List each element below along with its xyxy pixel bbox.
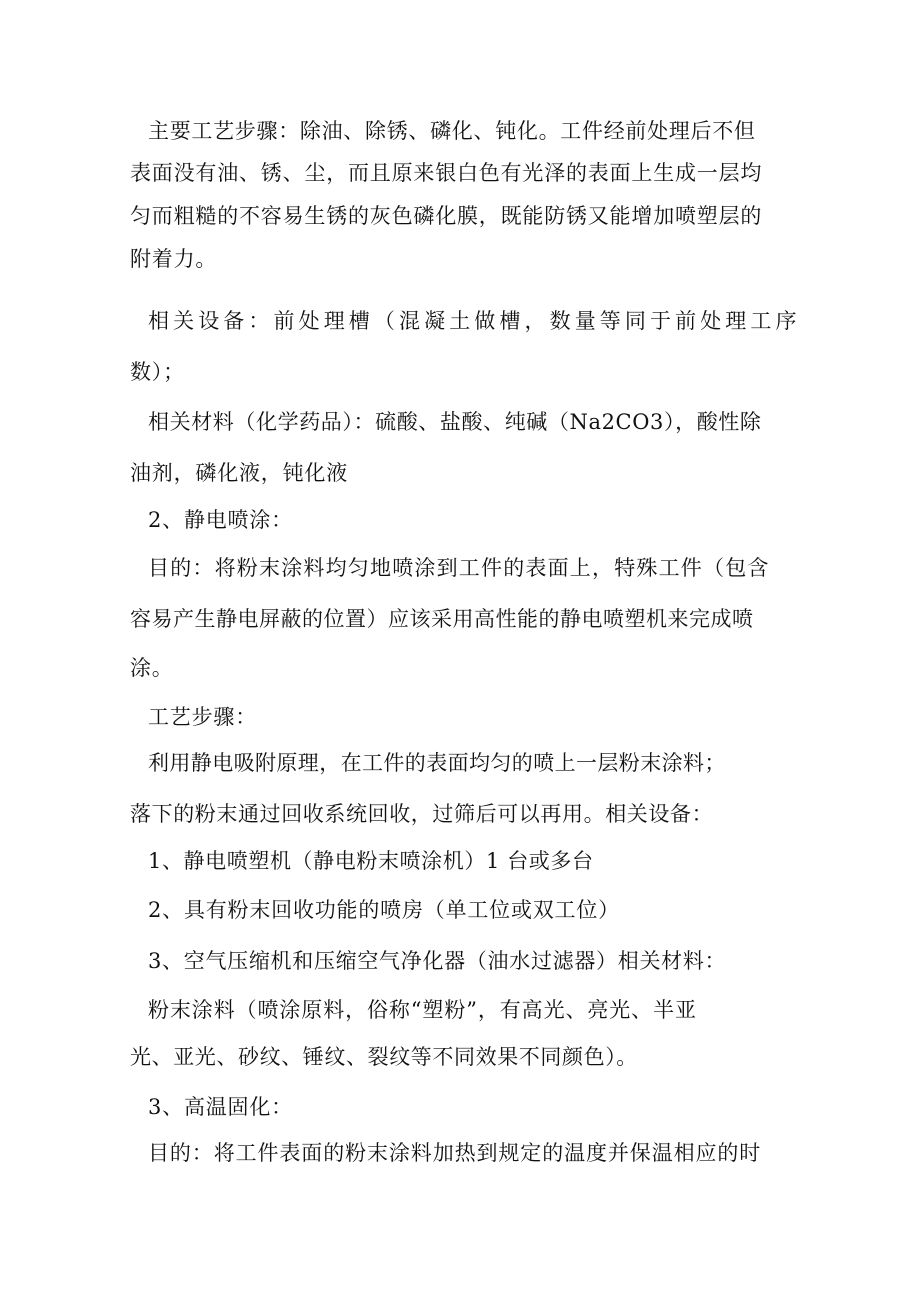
paragraph-process-steps-cont: 附着力。 (130, 247, 218, 271)
paragraph-purpose-cont: 容易产生静电屏蔽的位置）应该采用高性能的静电喷塑机来完成喷 (130, 607, 754, 631)
paragraph-process-steps-cont: 匀而粗糙的不容易生锈的灰色磷化膜，既能防锈又能增加喷塑层的 (130, 204, 763, 228)
paragraph-powder-coating-cont: 光、亚光、砂纹、锤纹、裂纹等不同效果不同颜色）。 (130, 1045, 638, 1069)
paragraph-process-steps: 主要工艺步骤：除油、除锈、磷化、钝化。工件经前处理后不但 (148, 119, 756, 143)
paragraph-purpose: 目的：将粉末涂料均匀地喷涂到工件的表面上，特殊工件（包含 (148, 556, 770, 580)
list-item-spray-booth: 2、具有粉末回收功能的喷房（单工位或双工位） (148, 898, 620, 922)
list-item-spray-machine: 1、静电喷塑机（静电粉末喷涂机）1 台或多台 (148, 849, 594, 873)
section-heading-high-temp-curing: 3、高温固化： (148, 1095, 293, 1119)
list-item-air-compressor: 3、空气压缩机和压缩空气净化器（油水过滤器）相关材料： (148, 949, 727, 973)
paragraph-materials-cont: 油剂，磷化液，钝化液 (130, 461, 348, 485)
paragraph-powder-coating: 粉末涂料（喷涂原料，俗称“塑粉”，有高光、亮光、半亚 (148, 998, 697, 1022)
section-heading-electrostatic-spraying: 2、静电喷涂： (148, 508, 293, 532)
subheading-process-steps: 工艺步骤： (148, 705, 257, 729)
paragraph-curing-purpose: 目的：将工件表面的粉末涂料加热到规定的温度并保温相应的时 (148, 1141, 762, 1165)
paragraph-equipment: 相关设备：前处理槽（混凝土做槽，数量等同于前处理工序 (148, 309, 801, 333)
paragraph-equipment-cont: 数）； (130, 360, 185, 384)
paragraph-electrostatic-principle: 利用静电吸附原理，在工件的表面均匀的喷上一层粉末涂料； (148, 751, 726, 775)
paragraph-materials: 相关材料（化学药品）：硫酸、盐酸、纯碱（Na2CO3），酸性除 (148, 410, 762, 434)
paragraph-process-steps-cont: 表面没有油、锈、尘，而且原来银白色有光泽的表面上生成一层均 (130, 161, 763, 185)
paragraph-electrostatic-principle-cont: 落下的粉末通过回收系统回收，过筛后可以再用。相关设备： (130, 802, 714, 826)
paragraph-purpose-cont: 涂。 (130, 656, 174, 680)
